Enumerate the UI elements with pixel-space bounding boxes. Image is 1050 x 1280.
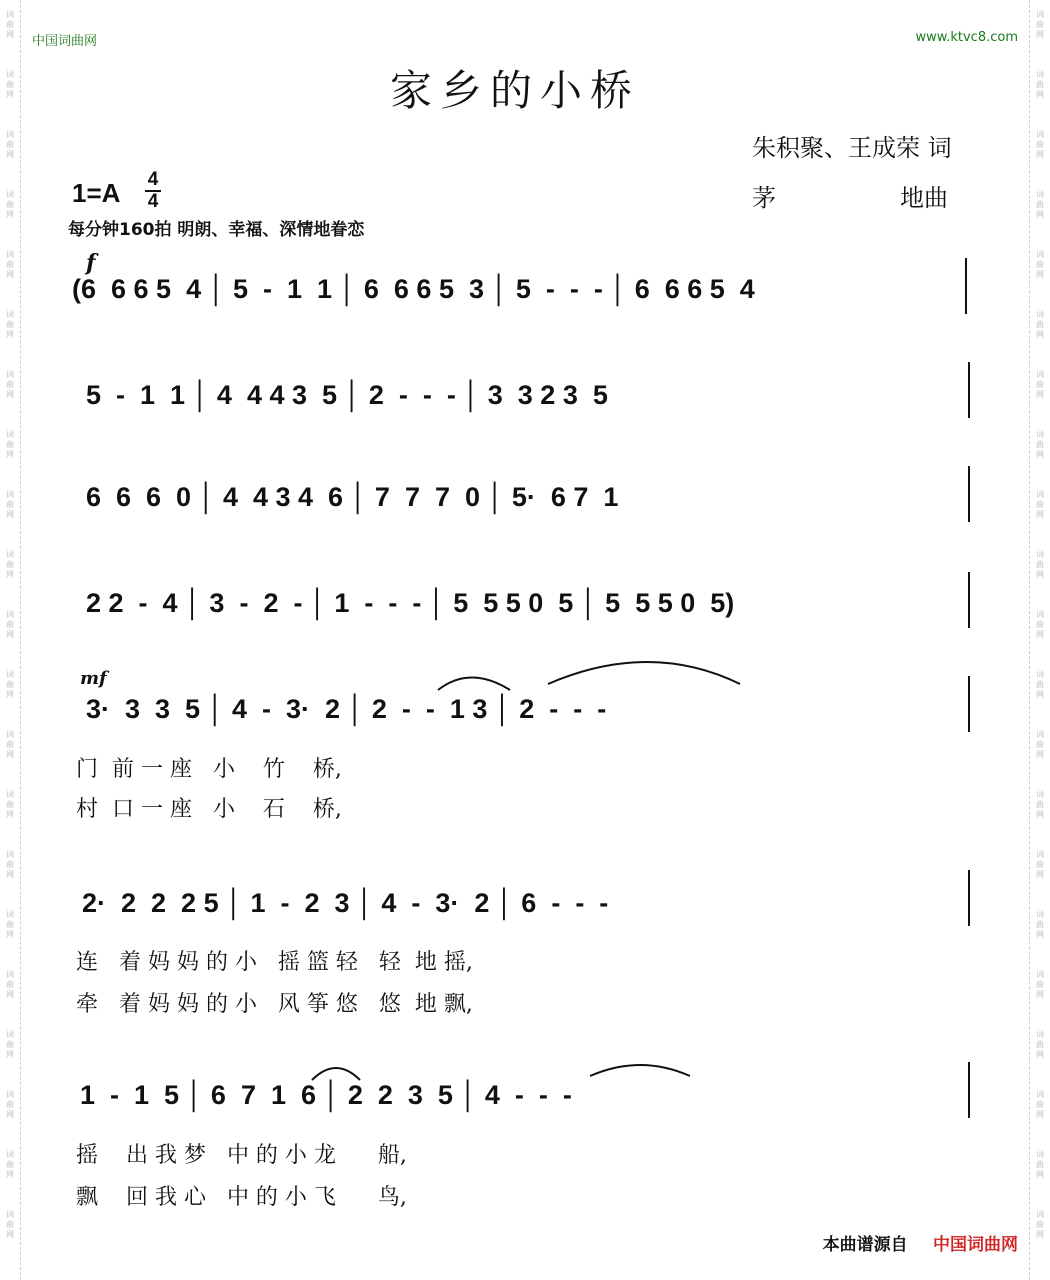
watermark-text: 词 曲 网 — [1036, 610, 1044, 639]
watermark-text: 词 曲 网 — [6, 730, 14, 759]
score-row-5: 3· 3 3 5 │ 4 - 3· 2 │ 2 - - 1 3 │ 2 - - - — [86, 694, 607, 724]
watermark-text: 词 曲 网 — [6, 430, 14, 459]
time-signature-top: 4 — [147, 169, 159, 190]
watermark-text: 词 曲 网 — [1036, 910, 1044, 939]
footer-source — [823, 1230, 1018, 1255]
watermark-text: 词 曲 网 — [6, 970, 14, 999]
site-name[interactable]: 中国词曲网 — [32, 34, 98, 49]
score-row-3: 6 6 6 0 │ 4 4 3 4 6 │ 7 7 7 0 │ 5· 6 7 1 — [86, 482, 619, 512]
song-title: 家乡的小桥 — [389, 66, 640, 115]
watermark-text: 词 曲 网 — [1036, 10, 1044, 39]
score-row-6: 2· 2 2 2 5 │ 1 - 2 3 │ 4 - 3· 2 │ 6 - - - — [82, 888, 609, 918]
slur-mark — [590, 1065, 690, 1076]
lyric-row-6-verse-1: 连 着 妈 妈 的 小 摇 篮 轻 轻 地 摇, — [76, 950, 473, 975]
watermark-text: 词 曲 网 — [6, 670, 14, 699]
lyricist-credit: 朱积聚、王成荣 词 — [752, 134, 952, 162]
site-url[interactable]: www.ktvc8.com — [915, 30, 1018, 45]
watermark-text: 词 曲 网 — [6, 70, 14, 99]
tempo-marking: 每分钟160拍 明朗、幸福、深情地眷恋 — [68, 220, 365, 240]
lyric-row-7-verse-2: 飘 回 我 心 中 的 小 飞 鸟, — [76, 1185, 407, 1210]
key-signature: 1=A — [72, 178, 121, 208]
dynamic-mezzo-forte: mf — [80, 668, 107, 689]
slur-mark — [438, 678, 510, 691]
watermark-text: 词 曲 网 — [1036, 550, 1044, 579]
watermark-text: 词 曲 网 — [1036, 130, 1044, 159]
watermark-text: 词 曲 网 — [6, 1030, 14, 1059]
watermark-text: 词 曲 网 — [6, 370, 14, 399]
dynamic-forte: f — [86, 250, 96, 276]
watermark-text: 词 曲 网 — [1036, 790, 1044, 819]
lyric-row-5-verse-1: 门 前 一 座 小 竹 桥, — [76, 757, 342, 782]
watermark-text: 词 曲 网 — [1036, 190, 1044, 219]
watermark-text: 词 曲 网 — [6, 310, 14, 339]
watermark-text: 词 曲 网 — [1036, 1030, 1044, 1059]
watermark-text: 词 曲 网 — [6, 130, 14, 159]
slur-mark — [312, 1068, 360, 1080]
watermark-text: 词 曲 网 — [1036, 370, 1044, 399]
footer-source-label: 本曲谱源自 — [822, 1235, 908, 1255]
composer-role: 地曲 — [900, 184, 948, 212]
watermark-text: 词 曲 网 — [1036, 1210, 1044, 1239]
score-row-1: (6 6 6 5 4 │ 5 - 1 1 │ 6 6 6 5 3 │ 5 - - - │ 6 6 6 5 4 — [72, 274, 755, 304]
watermark-text: 词 曲 网 — [6, 10, 14, 39]
lyric-row-5-verse-2: 村 口 一 座 小 石 桥, — [76, 797, 342, 822]
watermark-text: 词 曲 网 — [6, 850, 14, 879]
watermark-text: 词 曲 网 — [1036, 310, 1044, 339]
score-row-2: 5 - 1 1 │ 4 4 4 3 5 │ 2 - - - │ 3 3 2 3 5 — [86, 380, 608, 410]
watermark-text: 词 曲 网 — [6, 490, 14, 519]
score-row-4: 2 2 - 4 │ 3 - 2 - │ 1 - - - │ 5 5 5 0 5 │ 5 5 5 0 5) — [86, 588, 735, 618]
watermark-text: 词 曲 网 — [6, 910, 14, 939]
watermark-text: 词 曲 网 — [6, 1210, 14, 1239]
lyric-row-6-verse-2: 牵 着 妈 妈 的 小 风 筝 悠 悠 地 飘, — [76, 992, 473, 1017]
composer-name: 茅 — [752, 184, 776, 212]
watermark-text: 词 曲 网 — [1036, 70, 1044, 99]
watermark-text: 词 曲 网 — [1036, 490, 1044, 519]
watermark-text: 词 曲 网 — [6, 250, 14, 279]
watermark-text: 词 曲 网 — [6, 790, 14, 819]
watermark-text: 词 曲 网 — [1036, 250, 1044, 279]
watermark-text: 词 曲 网 — [1036, 430, 1044, 459]
watermark-text: 词 曲 网 — [6, 610, 14, 639]
lyric-row-7-verse-1: 摇 出 我 梦 中 的 小 龙 船, — [76, 1143, 407, 1168]
watermark-text: 词 曲 网 — [1036, 1150, 1044, 1179]
time-signature-bottom: 4 — [147, 191, 159, 212]
watermark-text: 词 曲 网 — [1036, 970, 1044, 999]
footer-brand-link[interactable]: 中国词曲网 — [933, 1235, 1018, 1255]
watermark-text: 词 曲 网 — [6, 1150, 14, 1179]
watermark-text: 词 曲 网 — [1036, 670, 1044, 699]
watermark-text: 词 曲 网 — [1036, 850, 1044, 879]
watermark-text: 词 曲 网 — [1036, 730, 1044, 759]
watermark-text: 词 曲 网 — [1036, 1090, 1044, 1119]
watermark-text: 词 曲 网 — [6, 550, 14, 579]
watermark-text: 词 曲 网 — [6, 1090, 14, 1119]
slur-mark — [548, 662, 740, 684]
watermark-text: 词 曲 网 — [6, 190, 14, 219]
score-row-7: 1 - 1 5 │ 6 7 1 6 │ 2 2 3 5 │ 4 - - - — [80, 1080, 572, 1110]
